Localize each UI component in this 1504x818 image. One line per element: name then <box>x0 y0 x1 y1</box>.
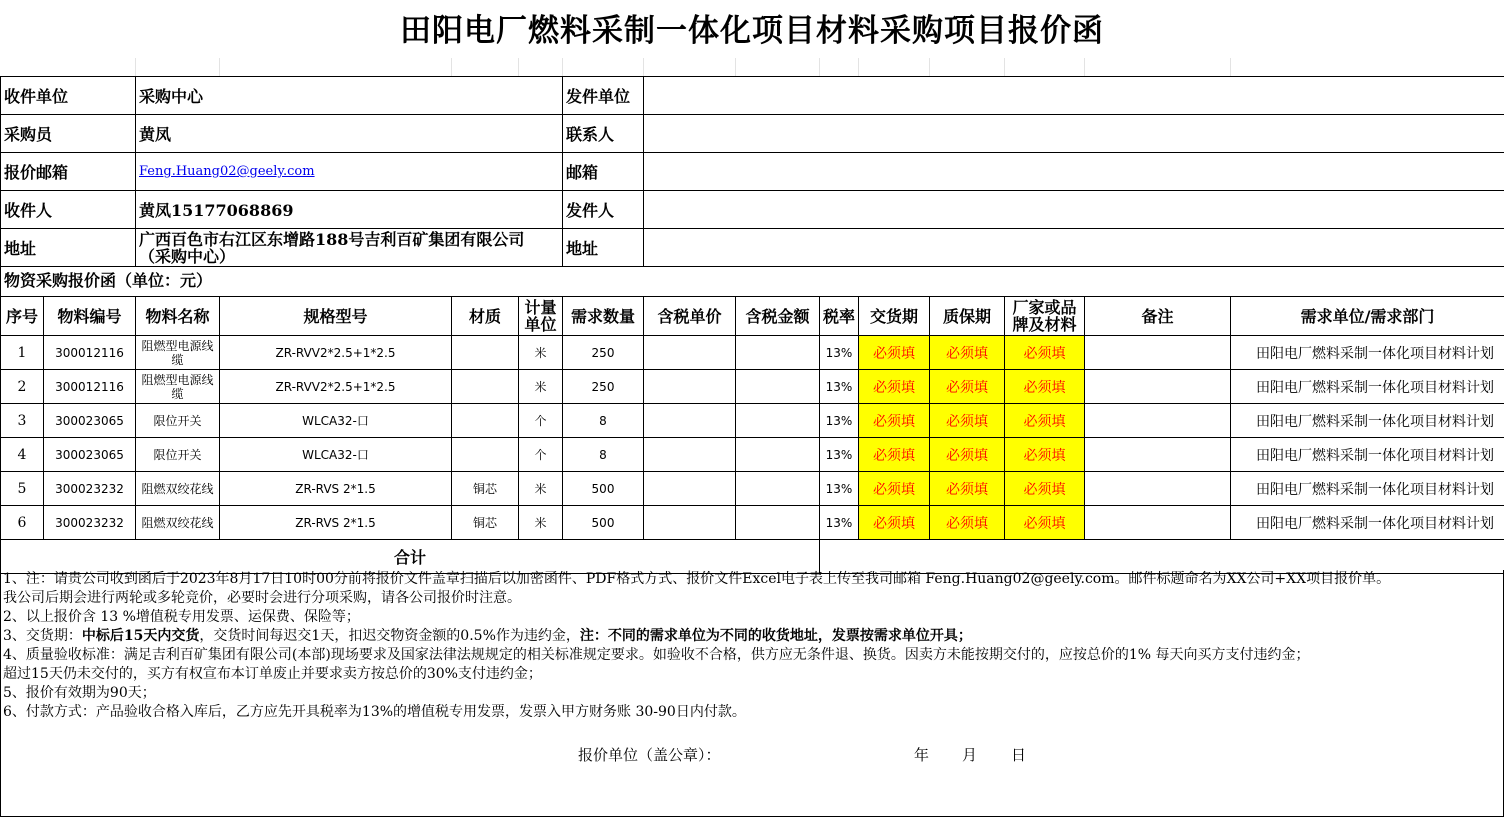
cell-material: 铜芯 <box>452 506 519 540</box>
cell-unit-price[interactable] <box>644 438 736 472</box>
cell-dept: 田阳电厂燃料采制一体化项目材料计划 <box>1231 404 1504 438</box>
cell-remark[interactable] <box>1085 438 1231 472</box>
cell-unit: 米 <box>519 370 563 404</box>
cell-remark[interactable] <box>1085 336 1231 370</box>
cell-code: 300023065 <box>44 404 136 438</box>
buyer-label: 采购员 <box>1 115 136 153</box>
cell-brand[interactable]: 必须填 <box>1005 472 1085 506</box>
cell-name-l2: 缆 <box>171 352 184 367</box>
cell-unit-price[interactable] <box>644 506 736 540</box>
cell-warranty[interactable]: 必须填 <box>930 336 1005 370</box>
address-line1: 广西百色市右江区东增路188号吉利百矿集团有限公司 <box>139 229 525 249</box>
address2-value[interactable] <box>644 229 1504 267</box>
items-table <box>0 296 1504 574</box>
page-title: 田阳电厂燃料采制一体化项目材料采购项目报价函 <box>400 13 1104 49</box>
note-3-a: 3、交货期： <box>3 628 82 644</box>
cell-delivery[interactable]: 必须填 <box>859 336 930 370</box>
cell-qty: 500 <box>563 472 644 506</box>
col-remark: 备注 <box>1085 297 1231 336</box>
cell-name-l1: 阻燃型电源线 <box>141 338 214 353</box>
note-5: 5、报价有效期为90天； <box>3 685 156 701</box>
cell-delivery[interactable]: 必须填 <box>859 506 930 540</box>
signature-day: 日 <box>1011 746 1027 764</box>
cell-dept: 田阳电厂燃料采制一体化项目材料计划 <box>1231 472 1504 506</box>
address-value[interactable] <box>136 229 563 267</box>
cell-seq: 2 <box>1 370 44 404</box>
cell-dept: 田阳电厂燃料采制一体化项目材料计划 <box>1231 370 1504 404</box>
cell-material <box>452 438 519 472</box>
cell-spec: WLCA32-口 <box>220 404 452 438</box>
note-6: 6、付款方式：产品验收合格入库后，乙方应先开具税率为13%的增值税专用发票，发票入甲方财务账 30-90日内付款。 <box>3 704 746 720</box>
col-brand-l1: 厂家或品 <box>1012 298 1077 317</box>
quote-email-label: 报价邮箱 <box>1 153 136 191</box>
col-unit-l1: 计量 <box>524 298 557 317</box>
cell-qty: 250 <box>563 336 644 370</box>
header-row <box>1 297 1504 336</box>
buyer-value[interactable]: 黄凤 <box>136 115 563 153</box>
cell-tax: 13% <box>820 506 859 540</box>
cell-name: 阻燃双绞花线 <box>136 506 220 540</box>
cell-material <box>452 404 519 438</box>
cell-brand[interactable]: 必须填 <box>1005 404 1085 438</box>
table-row <box>1 472 1504 506</box>
cell-warranty[interactable]: 必须填 <box>930 472 1005 506</box>
recipient-label: 收件人 <box>1 191 136 229</box>
col-brand-l2: 牌及材料 <box>1012 315 1077 334</box>
cell-tax: 13% <box>820 472 859 506</box>
cell-amount[interactable] <box>736 506 820 540</box>
cell-name: 限位开关 <box>136 438 220 472</box>
col-spec: 规格型号 <box>220 297 452 336</box>
cell-tax: 13% <box>820 438 859 472</box>
address-line2: （采购中心） <box>139 246 236 266</box>
col-unit-price: 含税单价 <box>644 297 736 336</box>
cell-material: 铜芯 <box>452 472 519 506</box>
cell-amount[interactable] <box>736 438 820 472</box>
cell-warranty[interactable]: 必须填 <box>930 370 1005 404</box>
cell-spec: ZR-RVV2*2.5+1*2.5 <box>220 370 452 404</box>
cell-name <box>136 370 220 404</box>
cell-name: 阻燃双绞花线 <box>136 472 220 506</box>
cell-delivery[interactable]: 必须填 <box>859 404 930 438</box>
table-row <box>1 438 1504 472</box>
note-1-line2: 我公司后期会进行两轮或多轮竞价，必要时会进行分项采购，请各公司报价时注意。 <box>3 590 521 606</box>
cell-unit: 米 <box>519 506 563 540</box>
cell-unit-price[interactable] <box>644 404 736 438</box>
address-label: 地址 <box>1 229 136 267</box>
cell-name-l2: 缆 <box>171 386 184 401</box>
col-amount: 含税金额 <box>736 297 820 336</box>
cell-qty: 250 <box>563 370 644 404</box>
email-value[interactable] <box>644 153 1504 191</box>
recv-unit-label: 收件单位 <box>1 77 136 115</box>
cell-code: 300012116 <box>44 336 136 370</box>
cell-spec: WLCA32-口 <box>220 438 452 472</box>
section-subtitle: 物资采购报价函（单位：元） <box>0 266 1504 296</box>
cell-spec: ZR-RVS 2*1.5 <box>220 472 452 506</box>
cell-delivery[interactable]: 必须填 <box>859 370 930 404</box>
cell-tax: 13% <box>820 404 859 438</box>
cell-spec: ZR-RVS 2*1.5 <box>220 506 452 540</box>
note-3-c: ，交货时间每迟交1天，扣迟交物资金额的0.5%作为违约金， <box>199 628 580 644</box>
cell-unit-price[interactable] <box>644 336 736 370</box>
cell-code: 300023232 <box>44 472 136 506</box>
cell-name: 限位开关 <box>136 404 220 438</box>
recv-unit-value[interactable]: 采购中心 <box>136 77 563 115</box>
cell-brand[interactable]: 必须填 <box>1005 438 1085 472</box>
blank-row <box>0 58 1504 77</box>
cell-dept: 田阳电厂燃料采制一体化项目材料计划 <box>1231 438 1504 472</box>
cell-warranty[interactable]: 必须填 <box>930 438 1005 472</box>
cell-unit-price[interactable] <box>644 472 736 506</box>
note-3 <box>3 627 1503 646</box>
cell-code: 300012116 <box>44 370 136 404</box>
cell-seq: 6 <box>1 506 44 540</box>
cell-unit: 米 <box>519 472 563 506</box>
send-unit-value[interactable] <box>644 77 1504 115</box>
total-row <box>1 540 1504 574</box>
total-label: 合计 <box>1 540 820 574</box>
sender-label: 发件人 <box>563 191 644 229</box>
cell-delivery[interactable]: 必须填 <box>859 438 930 472</box>
recipient-value[interactable]: 黄凤15177068869 <box>136 191 563 229</box>
cell-warranty[interactable]: 必须填 <box>930 404 1005 438</box>
info-table <box>0 76 1504 267</box>
cell-seq: 5 <box>1 472 44 506</box>
note-4-line1: 4、质量验收标准：满足吉利百矿集团有限公司(本部)现场要求及国家法律法规规定的相关标准规定要求。如验收不合格，供方应无条件退、换货。因卖方未能按期交付的，应按总价的1% 每天向买方支付违约金； <box>3 647 1310 663</box>
notes-section <box>0 570 1504 817</box>
note-4-line2: 超过15天仍未交付的，买方有权宣布本订单废止并要求卖方按总价的30%支付违约金； <box>3 666 542 682</box>
col-dept: 需求单位/需求部门 <box>1231 297 1504 336</box>
col-qty: 需求数量 <box>563 297 644 336</box>
send-unit-label: 发件单位 <box>563 77 644 115</box>
quote-email-link[interactable]: Feng.Huang02@geely.com <box>139 164 315 179</box>
cell-seq: 4 <box>1 438 44 472</box>
cell-qty: 8 <box>563 404 644 438</box>
cell-seq: 1 <box>1 336 44 370</box>
cell-dept: 田阳电厂燃料采制一体化项目材料计划 <box>1231 506 1504 540</box>
cell-warranty[interactable]: 必须填 <box>930 506 1005 540</box>
cell-unit: 个 <box>519 404 563 438</box>
cell-code: 300023232 <box>44 506 136 540</box>
cell-seq: 3 <box>1 404 44 438</box>
note-1-line1: 1、注：请贵公司收到函后于2023年8月17日10时00分前将报价文件盖章扫描后以加密函件、PDF格式方式、报价文件Excel电子表上传至我司邮箱 Feng.Huang02@geely.com。邮件标题命名为XX公司+XX项目报价单。 <box>3 571 1391 587</box>
cell-amount[interactable] <box>736 472 820 506</box>
cell-remark[interactable] <box>1085 404 1231 438</box>
table-row <box>1 336 1504 370</box>
col-unit-l2: 单位 <box>524 315 557 334</box>
cell-amount[interactable] <box>736 336 820 370</box>
col-tax: 税率 <box>820 297 859 336</box>
cell-dept: 田阳电厂燃料采制一体化项目材料计划 <box>1231 336 1504 370</box>
cell-amount[interactable] <box>736 370 820 404</box>
col-delivery: 交货期 <box>859 297 930 336</box>
cell-qty: 8 <box>563 438 644 472</box>
col-seq: 序号 <box>1 297 44 336</box>
table-row <box>1 404 1504 438</box>
cell-code: 300023065 <box>44 438 136 472</box>
cell-unit: 米 <box>519 336 563 370</box>
cell-remark[interactable] <box>1085 506 1231 540</box>
contact-value[interactable] <box>644 115 1504 153</box>
cell-name <box>136 336 220 370</box>
quote-email-cell <box>136 153 563 191</box>
cell-brand[interactable]: 必须填 <box>1005 370 1085 404</box>
cell-spec: ZR-RVV2*2.5+1*2.5 <box>220 336 452 370</box>
cell-unit-price[interactable] <box>644 370 736 404</box>
contact-label: 联系人 <box>563 115 644 153</box>
col-code: 物料编号 <box>44 297 136 336</box>
cell-remark[interactable] <box>1085 472 1231 506</box>
cell-tax: 13% <box>820 336 859 370</box>
col-brand <box>1005 297 1085 336</box>
table-row <box>1 506 1504 540</box>
col-name: 物料名称 <box>136 297 220 336</box>
cell-material <box>452 336 519 370</box>
cell-delivery[interactable]: 必须填 <box>859 472 930 506</box>
note-2: 2、以上报价含 13 %增值税专用发票、运保费、保险等； <box>3 609 360 625</box>
address2-label: 地址 <box>563 229 644 267</box>
cell-brand[interactable]: 必须填 <box>1005 336 1085 370</box>
cell-remark[interactable] <box>1085 370 1231 404</box>
note-3-b: 中标后15天内交货 <box>81 628 200 644</box>
signature-year: 年 <box>914 746 930 764</box>
signature-label: 报价单位（盖公章）： <box>578 746 721 764</box>
table-row <box>1 370 1504 404</box>
col-material: 材质 <box>452 297 519 336</box>
cell-tax: 13% <box>820 370 859 404</box>
cell-qty: 500 <box>563 506 644 540</box>
total-value[interactable] <box>820 540 1504 574</box>
cell-unit: 个 <box>519 438 563 472</box>
note-3-d: 注：不同的需求单位为不同的收货地址，发票按需求单位开具； <box>579 628 972 644</box>
col-unit <box>519 297 563 336</box>
email-label: 邮箱 <box>563 153 644 191</box>
cell-name-l1: 阻燃型电源线 <box>141 372 214 387</box>
col-warranty: 质保期 <box>930 297 1005 336</box>
cell-material <box>452 370 519 404</box>
signature-month: 月 <box>962 746 978 764</box>
cell-amount[interactable] <box>736 404 820 438</box>
sender-value[interactable] <box>644 191 1504 229</box>
cell-brand[interactable]: 必须填 <box>1005 506 1085 540</box>
